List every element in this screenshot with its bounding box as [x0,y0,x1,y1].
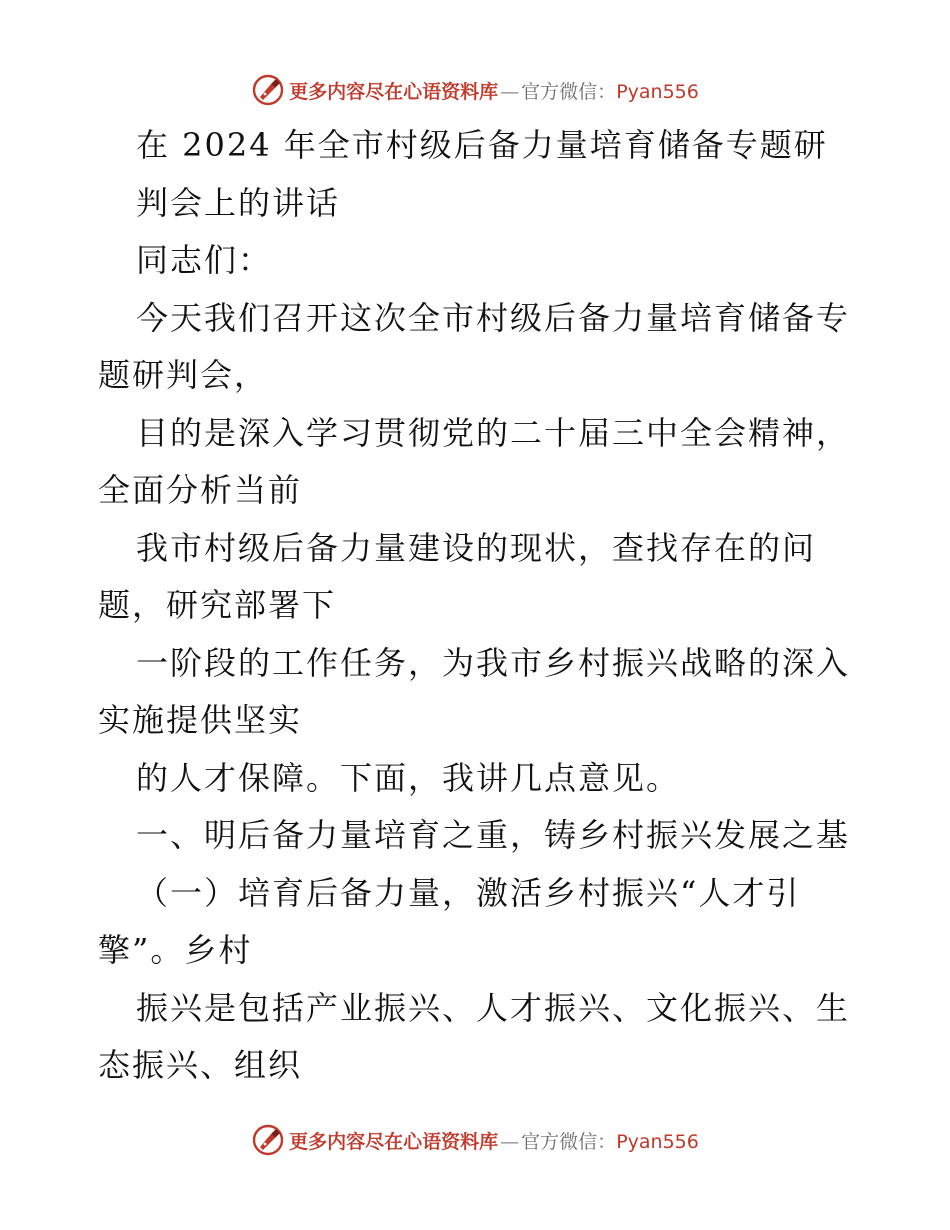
banner-separator: — [500,80,520,103]
banner-handle: Pyan556 [616,80,699,103]
document-line: （一）培育后备力量，激活乡村振兴“人才引 [136,873,801,912]
document-line: 我市村级后备力量建设的现状，查找存在的问 [136,528,817,567]
header-banner [0,70,950,110]
pen-nib-circle-icon [251,1123,285,1157]
banner-separator: — [500,1130,520,1153]
document-line: 的人才保障。下面，我讲几点意见。 [136,758,681,797]
document-line: 一、明后备力量培育之重，铸乡村振兴发展之基 [136,816,851,854]
banner-text [289,77,699,104]
document-body [98,117,858,1095]
document-line: 振兴是包括产业振兴、人才振兴、文化振兴、生 [136,988,851,1027]
banner-main-text: 更多内容尽在心语资料库 [289,80,499,103]
banner-handle: Pyan556 [616,1130,699,1153]
document-line: 同志们： [136,241,273,279]
banner-label: 官方微信： [521,1130,617,1153]
document-line: 在 2024 年全市村级后备力量培育储备专题研 [136,126,828,164]
banner-text [289,1127,699,1154]
document-line: 题研判会， [98,356,269,394]
banner-content [251,1123,699,1157]
document-line: 全面分析当前 [98,471,303,509]
footer-banner [0,1120,950,1160]
document-line: 实施提供坚实 [98,701,303,739]
document-line: 态振兴、组织 [98,1046,303,1084]
document-line: 目的是深入学习贯彻党的二十届三中全会精神， [136,413,851,452]
document-line: 擎”。乡村 [98,931,253,969]
document-line: 判会上的讲话 [136,183,341,222]
document-line: 一阶段的工作任务，为我市乡村振兴战略的深入 [136,643,851,682]
document-line: 题，研究部署下 [98,586,337,624]
banner-content [251,73,699,107]
banner-label: 官方微信： [521,80,617,103]
document-line: 今天我们召开这次全市村级后备力量培育储备专 [136,298,851,337]
pen-nib-circle-icon [251,73,285,107]
banner-main-text: 更多内容尽在心语资料库 [289,1130,499,1153]
